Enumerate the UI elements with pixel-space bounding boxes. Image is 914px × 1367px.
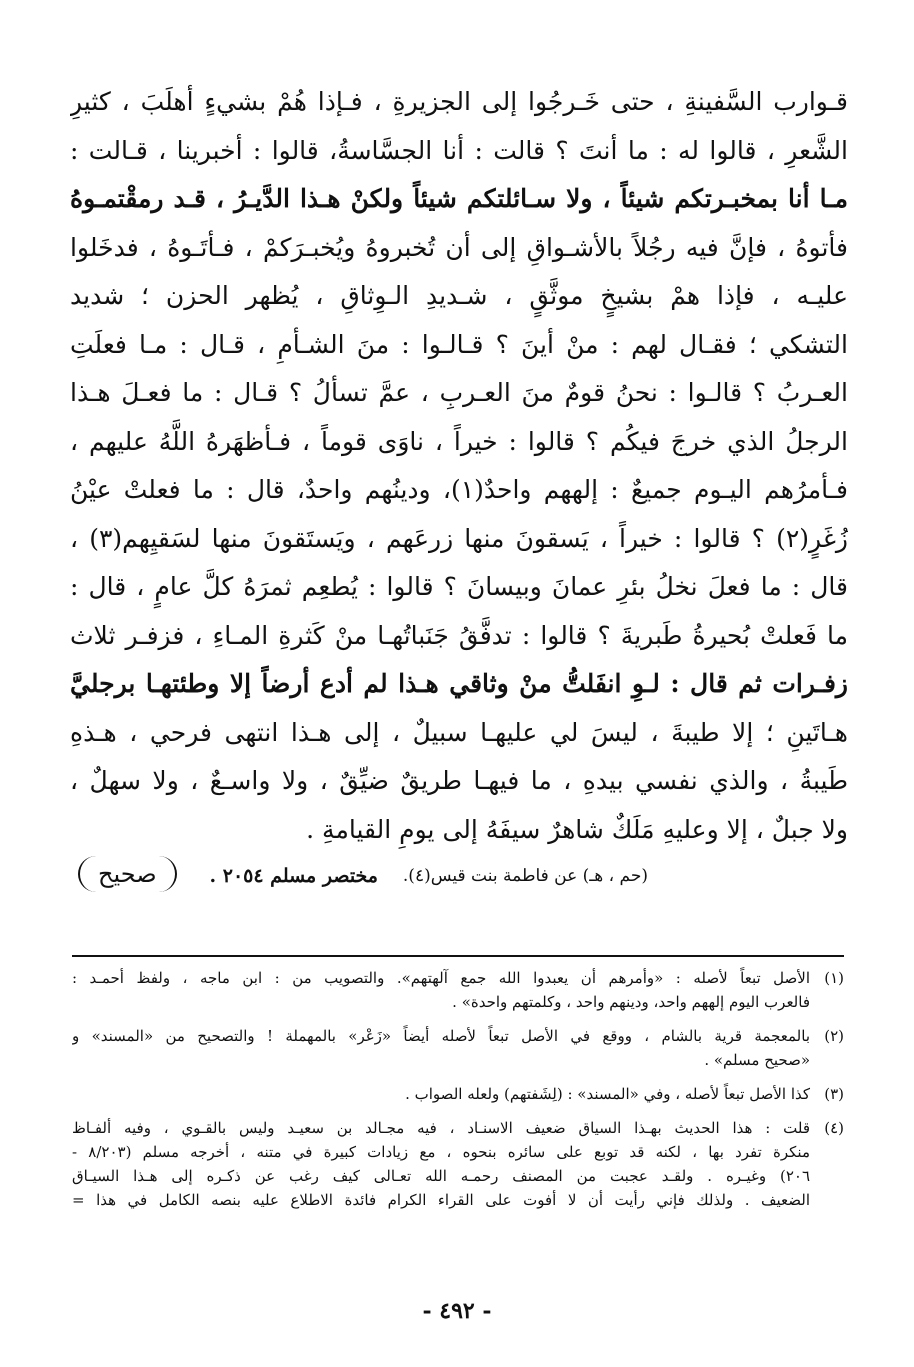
footnote-divider bbox=[72, 955, 844, 957]
text-line: قـوارب السَّفينةِ ، حتى خَـرجُوا إلى الجزيرةِ ، فـإذا هُمْ بشيءٍ أهلَبَ ، كثيرِ bbox=[70, 87, 848, 116]
reference: مختصر مسلم ٢٠٥٤ . bbox=[209, 865, 378, 887]
footnote-text: الضعيف . ولذلك فإني رأيت أن لا أفوت على القراء الكرام فائدة الاطلاع عليه بنصه الكامل في هذا = bbox=[72, 1191, 810, 1209]
footnote-text: منكرة تفرد بها ، لكنه قد توبع على سائره بنحوه ، مع زيادات كبيرة في متنه ، أخرجه مسلم (٨/٢٠٣ - bbox=[72, 1143, 810, 1161]
page-number: - ٤٩٢ - bbox=[422, 1298, 492, 1324]
footnote-1 bbox=[72, 966, 844, 1014]
footnote-text: كذا الأصل تبعاً لأصله ، وفي «المسند» : (لِشَفتهم) ولعله الصواب . bbox=[405, 1085, 810, 1103]
grade-badge: صحيح bbox=[78, 856, 177, 892]
footnote-text: فالعرب اليوم إلههم واحد، ودينهم واحد ، وكلمتهم واحدة» . bbox=[452, 993, 810, 1011]
text-line: ما فَعلتْ بُحيرةُ طَبريةَ ؟ قالوا : تدفَّقُ جَنَباتُهـا منْ كَثرةِ المـاءِ ، فزفـر ثلاث bbox=[70, 620, 848, 650]
footnote-number: (٤) bbox=[824, 1119, 844, 1137]
footnote-text: بالمعجمة قرية بالشام ، ووقع في الأصل تبعاً لأصله أيضاً «زَعْر» بالمهملة ! والتصحيح من «المسند» و bbox=[72, 1027, 810, 1045]
text-line: هـاتَينِ ؛ إلا طيبةَ ، ليسَ لي عليهـا سبيلٌ ، إلى هـذا انتهى فرحي ، هـذهِ bbox=[70, 717, 848, 747]
text-line: فـأمرُهم اليـوم جميعٌ : إلههم واحدٌ(١)، ودينُهم واحدٌ، قال : ما فعلتْ عيْنُ bbox=[70, 475, 848, 504]
text-line: العـربُ ؟ قالـوا : نحنُ قومٌ منَ العـربِ ، عمَّ تسألُ ؟ قـال : ما فعـلَ هـذا bbox=[70, 378, 848, 407]
text-line: ولا جبلٌ ، إلا وعليهِ مَلَكٌ شاهرٌ سيفَهُ إلى يومِ القيامةِ . bbox=[306, 814, 848, 844]
footnote-number: (٣) bbox=[824, 1085, 844, 1103]
text-line: عليـه ، فإذا همْ بشيخٍ موثَّقٍ ، شـديدِ الـوِثاقِ ، يُظهر الحزن ؛ شديد bbox=[70, 281, 848, 310]
text-line: مـا أنا بمخبـرتكم شيئاً ، ولا سـائلتكم شيئاً ولكنْ هـذا الدَّيـرُ ، قـد رمقْتمـوهُ bbox=[70, 184, 848, 213]
text-line: قال : ما فعلَ نخلُ بئرِ عمانَ وبيسانَ ؟ قالوا : يُطعِم ثمرَهُ كلَّ عامٍ ، قال : bbox=[70, 572, 848, 601]
text-line: طَيبةُ ، والذي نفسي بيدهِ ، ما فيهـا طريقٌ ضيِّقٌ ، ولا واسـعٌ ، ولا سهلٌ ، bbox=[70, 766, 848, 795]
footnotes bbox=[72, 966, 844, 1212]
footnote-text: ٢٠٦) وغيـره . ولقـد عجبت من المصنف رحمـه الله تعـالى كيف رغب عن ذكـره إلى هـذا السيـاق bbox=[72, 1167, 810, 1185]
text-line: الرجلُ الذي خرجَ فيكُم ؟ قالوا : خيراً ، ناوَى قوماً ، فـأظهَرهُ اللَّهُ عليهم ، bbox=[70, 426, 848, 456]
footnote-number: (١) bbox=[824, 969, 844, 987]
footnote-2 bbox=[72, 1024, 844, 1072]
text-line: التشكي ؛ فقـال لهم : منْ أينَ ؟ قـالـوا : منَ الشـأمِ ، قـال : مـا فعلَتِ bbox=[70, 329, 848, 359]
text-line: زُغَرٍ(٢) ؟ قالوا : خيراً ، يَسقونَ منها زرعَهم ، ويَستَقونَ منها لسَقيِهم(٣) ، bbox=[70, 523, 848, 553]
main-text bbox=[70, 78, 848, 900]
footnote-text: قلت : هذا الحديث بهـذا السياق ضعيف الاسنـاد ، فيه مجـالد بن سعيـد وليس بالقـوي ، وفيه ألفـاظ bbox=[72, 1119, 810, 1137]
footnote-text: «صحيح مسلم» . bbox=[704, 1051, 810, 1069]
footnote-4 bbox=[72, 1116, 844, 1212]
text-line: فأتوهُ ، فإنَّ فيه رجُلاً بالأشـواقِ إلى أن تُخبروهُ ويُخبـرَكمْ ، فـأتَـوهُ ، فدخَلوا bbox=[70, 232, 848, 262]
text-line: زفـرات ثم قال : لـوِ انفَلتُّ منْ وثاقي هـذا لم أدع أرضاً إلا وطئتهـا برجليَّ bbox=[70, 669, 848, 698]
footnote-text: الأصل تبعاً لأصله : «وأمرهم أن يعبدوا الله جمع آلهتهم». والتصويب من : ابن ماجه ، ولفظ أحمـد : bbox=[72, 969, 810, 987]
footnote-number: (٢) bbox=[824, 1027, 844, 1045]
text-line: الشَّعرِ ، قالوا له : ما أنتَ ؟ قالت : أنا الجسَّاسةُ، قالوا : أخبرينا ، قـالت : bbox=[70, 135, 848, 165]
source-attribution: (حم ، هـ) عن فاطمة بنت قيس(٤). bbox=[402, 866, 648, 886]
source-row bbox=[70, 856, 848, 900]
footnote-3 bbox=[72, 1082, 844, 1106]
